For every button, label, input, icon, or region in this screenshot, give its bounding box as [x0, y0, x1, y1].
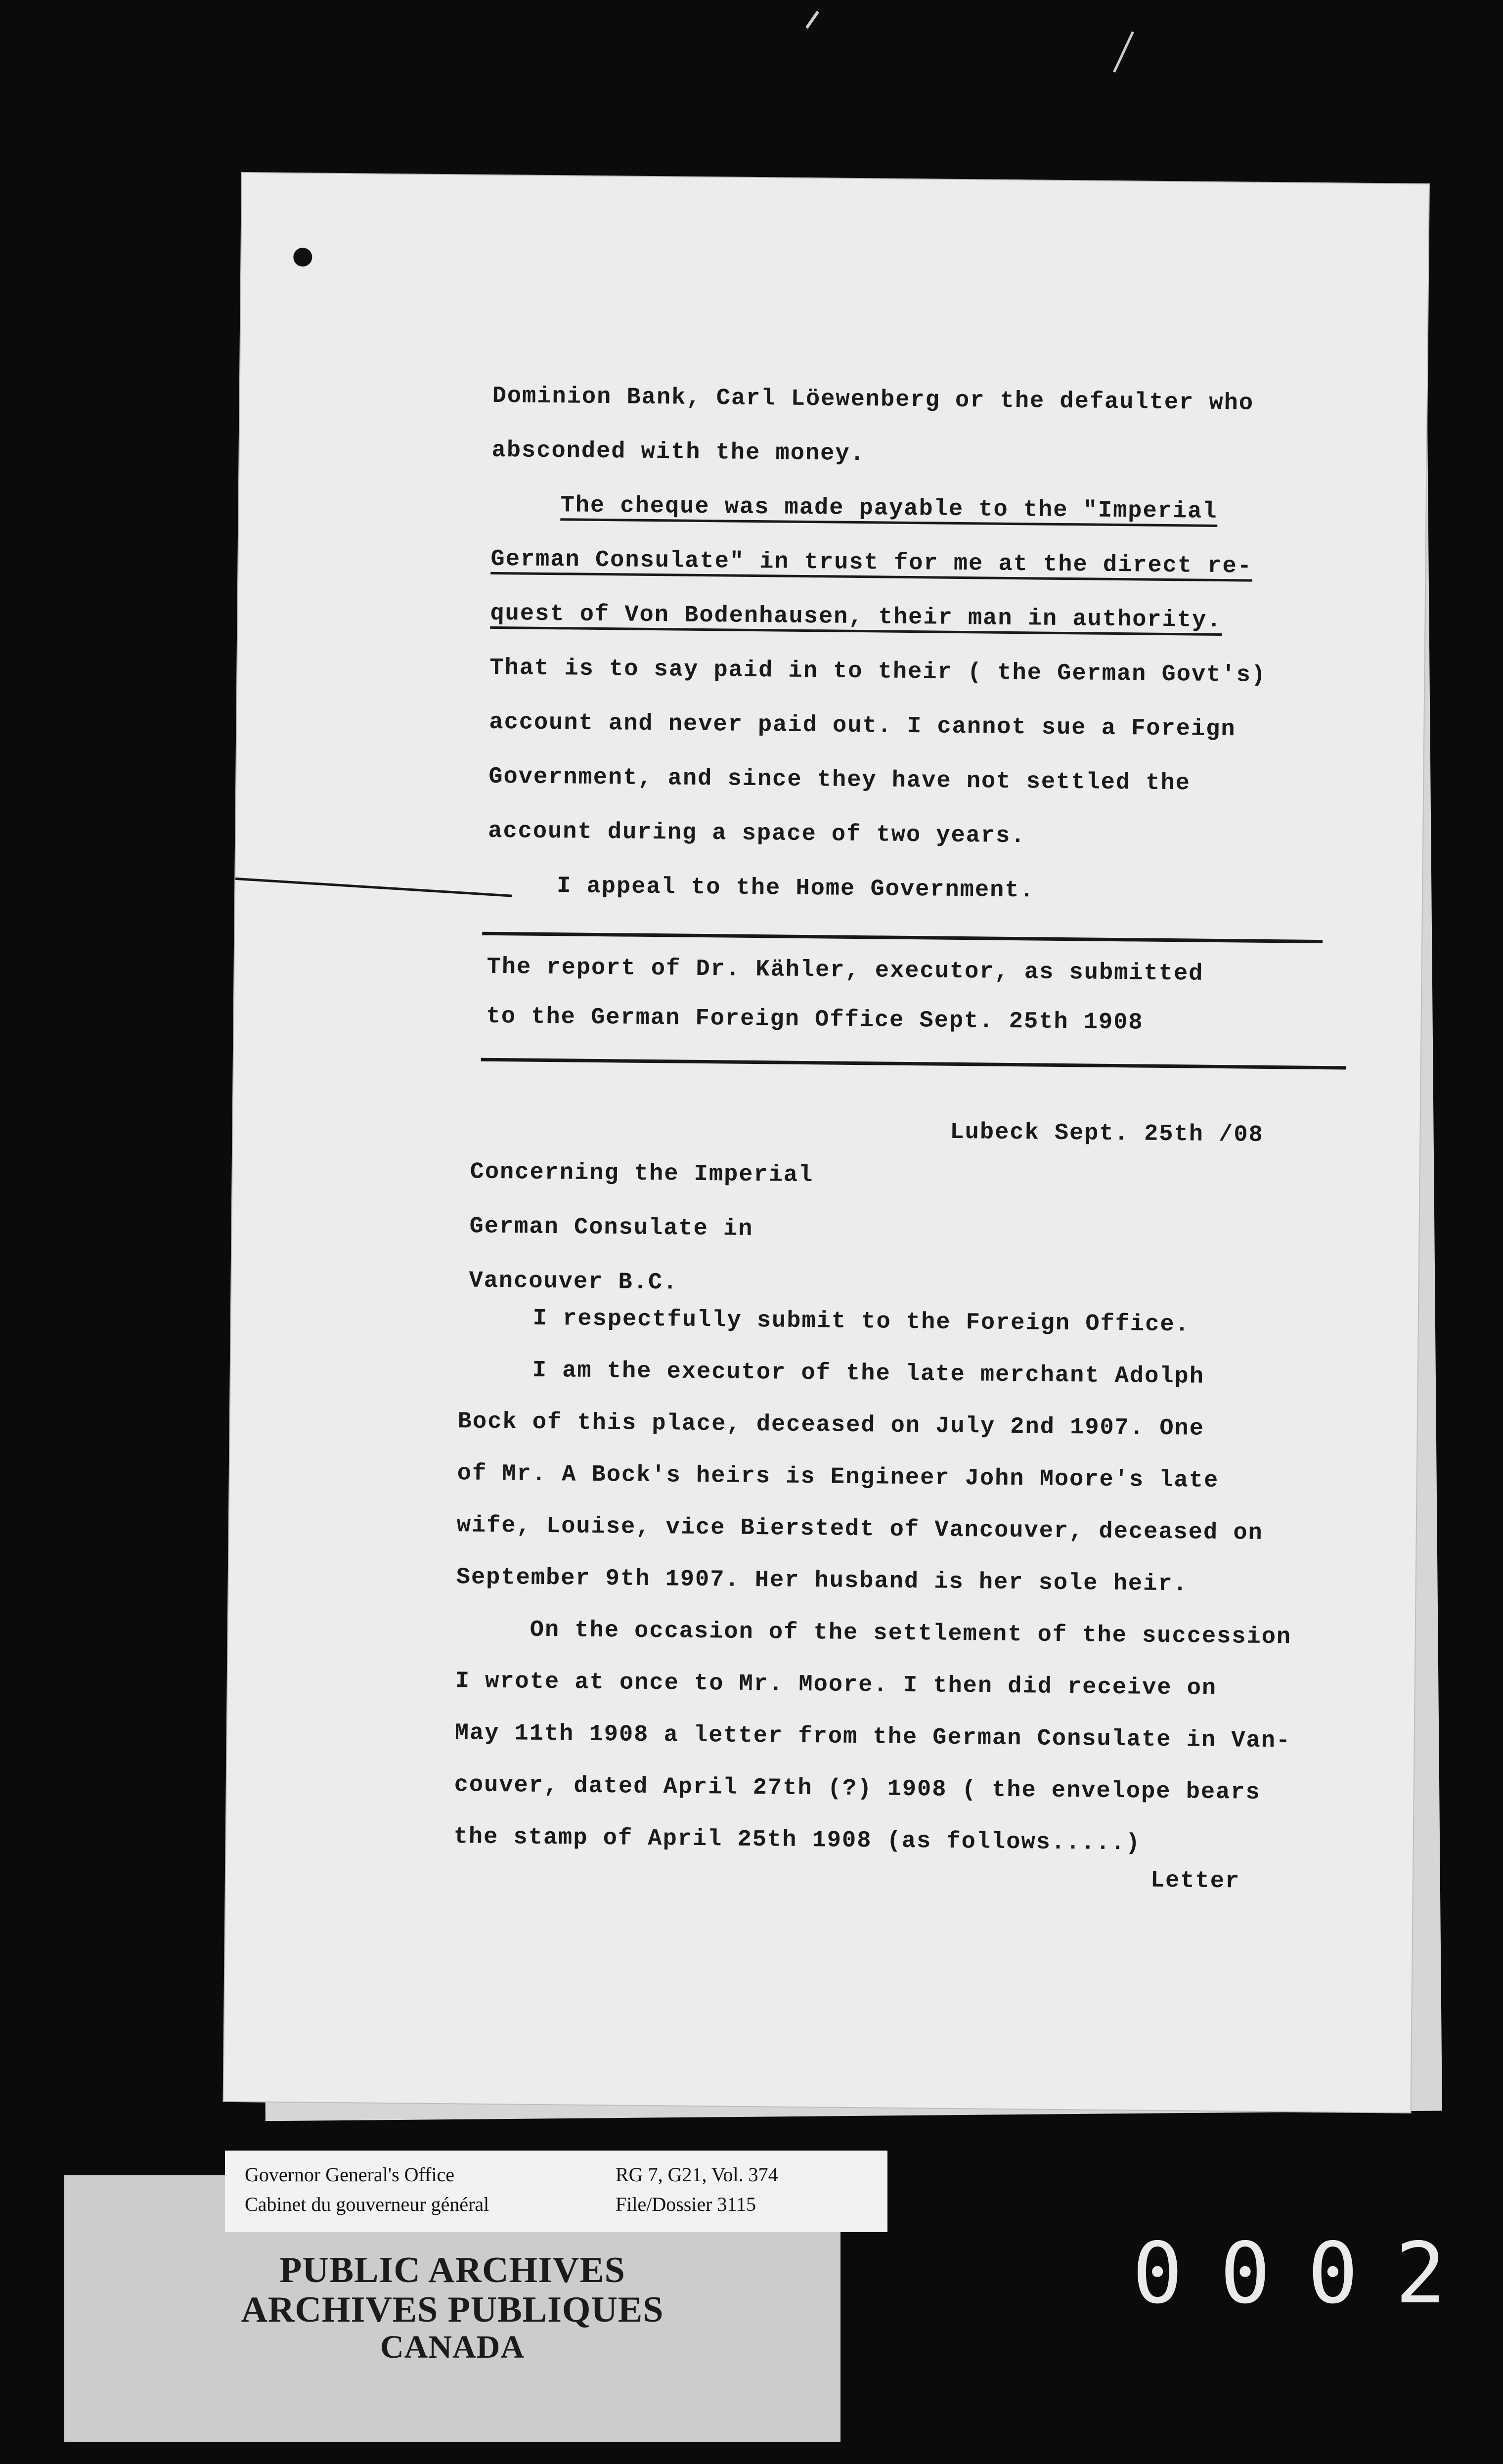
report-heading-line-1: The report of Dr. Kähler, executor, as submitted — [486, 954, 1204, 987]
line-9: account during a space of two years. — [487, 818, 1026, 850]
stray-pen-line — [235, 878, 512, 897]
film-scratch-mark — [1113, 31, 1134, 73]
line-3: The cheque was made payable to the "Imperial — [560, 492, 1218, 525]
line-4: German Consulate" in trust for me at the direct re- — [490, 546, 1253, 580]
address-line-1: Concerning the Imperial — [470, 1159, 814, 1189]
office-fr: Cabinet du gouverneur général — [245, 2193, 489, 2215]
catchword: Letter — [1150, 1867, 1240, 1895]
body-line-4: of Mr. A Bock's heirs is Engineer John Moore's late — [457, 1460, 1219, 1495]
body-line-10: couver, dated April 27th (?) 1908 ( the envelope bears — [454, 1772, 1261, 1806]
body-line-11: the stamp of April 25th 1908 (as follows.....) — [453, 1824, 1141, 1857]
document-page — [224, 173, 1429, 2112]
archives-line-2: ARCHIVES PUBLIQUES — [241, 2289, 664, 2330]
letter-continuation — [242, 173, 1429, 904]
address-line-2: German Consulate in — [469, 1213, 753, 1243]
body-line-3: Bock of this place, deceased on July 2nd 1907. One — [457, 1408, 1205, 1442]
archive-label-card — [225, 2151, 887, 2232]
archives-line-1: PUBLIC ARCHIVES — [279, 2250, 625, 2290]
address-line-3: Vancouver B.C. — [469, 1268, 678, 1296]
line-6: That is to say paid in to their ( the German Govt's) — [489, 655, 1267, 689]
body-line-1: I respectfully submit to the Foreign Office. — [532, 1305, 1190, 1338]
body-line-8: I wrote at once to Mr. Moore. I then did receive on — [455, 1668, 1217, 1702]
frame-number: 0002 — [1132, 2225, 1483, 2323]
line-10: I appeal to the Home Government. — [556, 873, 1035, 904]
separator-rule-bottom — [481, 1058, 1346, 1070]
line-7: account and never paid out. I cannot sue a Foreign — [489, 709, 1236, 743]
line-8: Government, and since they have not settled the — [488, 763, 1191, 797]
archives-line-3: CANADA — [380, 2329, 525, 2365]
report-heading-line-2: to the German Foreign Office Sept. 25th 1908 — [486, 1003, 1144, 1036]
body-line-5: wife, Louise, vice Bierstedt of Vancouver, deceased on — [456, 1512, 1264, 1546]
body-line-6: September 9th 1907. Her husband is her sole heir. — [456, 1564, 1188, 1598]
film-scratch-mark — [805, 11, 819, 29]
office-en: Governor General's Office — [245, 2163, 455, 2186]
body-line-9: May 11th 1908 a letter from the German Consulate in Van- — [454, 1720, 1291, 1755]
line-5: quest of Von Bodenhausen, their man in authority. — [490, 600, 1222, 634]
dateline: Lubeck Sept. 25th /08 — [950, 1119, 1264, 1148]
file-number: File/Dossier 3115 — [616, 2193, 756, 2215]
line-1: Dominion Bank, Carl Löewenberg or the defaulter who — [492, 383, 1254, 417]
line-2: absconded with the money. — [491, 437, 865, 468]
separator-rule-top — [482, 932, 1323, 943]
reference: RG 7, G21, Vol. 374 — [616, 2163, 778, 2186]
punch-hole — [293, 248, 312, 266]
body-line-2: I am the executor of the late merchant Adolph — [532, 1357, 1205, 1390]
body-line-7: On the occasion of the settlement of the succession — [530, 1617, 1292, 1651]
